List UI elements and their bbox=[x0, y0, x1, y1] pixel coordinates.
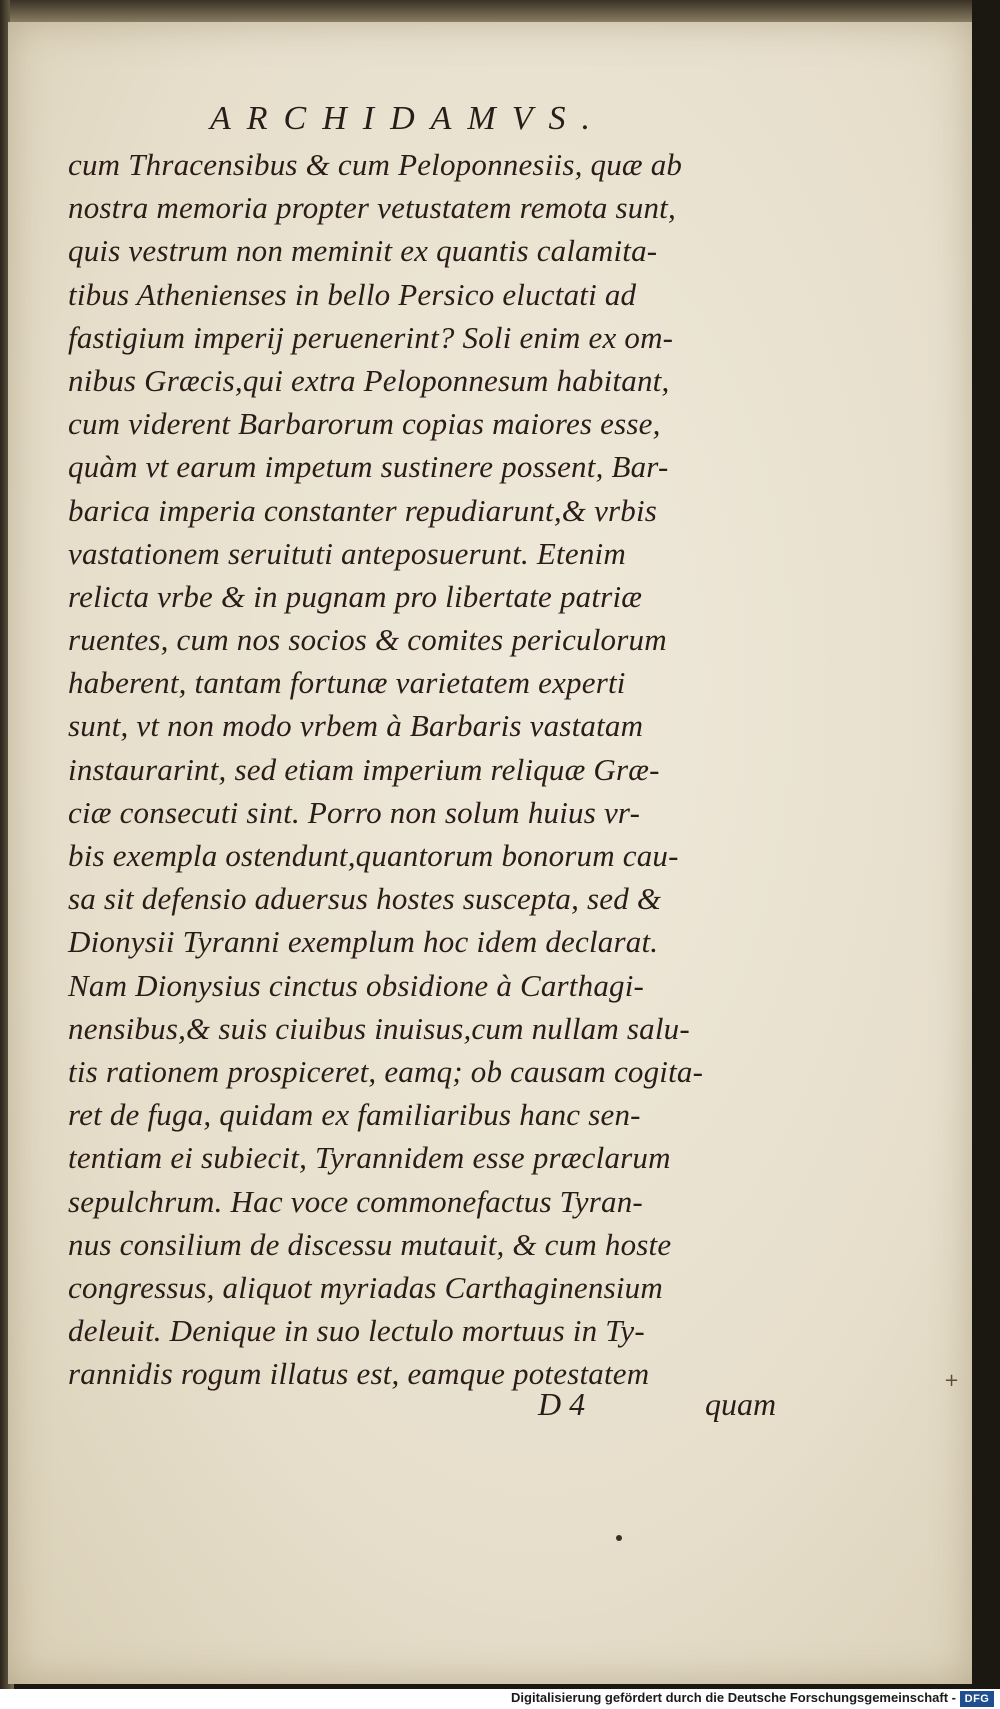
text-line: cum Thracensibus & cum Peloponnesiis, quæ ab bbox=[68, 147, 683, 182]
text-line: quàm vt earum impetum sustinere possent, Bar- bbox=[68, 449, 669, 485]
running-head: ARCHIDAMVS. bbox=[210, 100, 607, 137]
scan-top-edge bbox=[10, 0, 972, 24]
text-line: nibus Græcis,qui extra Peloponnesum habitant, bbox=[68, 362, 670, 398]
text-line: Nam Dionysius cinctus obsidione à Carthagi- bbox=[68, 967, 645, 1003]
text-line: barica imperia constanter repudiarunt,& vrbis bbox=[68, 492, 658, 528]
text-line: ruentes, cum nos socios & comites periculorum bbox=[68, 622, 667, 658]
margin-mark: + bbox=[944, 1370, 960, 1391]
text-line: cum viderent Barbarorum copias maiores esse, bbox=[68, 406, 661, 442]
catchword: quam bbox=[705, 1386, 777, 1422]
text-line: tis rationem prospiceret, eamq; ob causam cogita- bbox=[68, 1053, 704, 1089]
footer-credit: Digitalisierung gefördert durch die Deutsche Forschungsgemeinschaft - bbox=[511, 1690, 956, 1705]
text-line: quis vestrum non meminit ex quantis calamita- bbox=[68, 233, 658, 269]
text-line: deleuit. Denique in suo lectulo mortuus in Ty- bbox=[68, 1313, 645, 1349]
text-line: instaurarint, sed etiam imperium reliquæ Græ- bbox=[68, 751, 660, 787]
text-line: sunt, vt non modo vrbem à Barbaris vastatam bbox=[68, 708, 644, 744]
text-line: Dionysii Tyranni exemplum hoc idem declarat. bbox=[68, 924, 659, 960]
text-line: bis exempla ostendunt,quantorum bonorum cau- bbox=[68, 838, 679, 873]
text-line: sepulchrum. Hac voce commonefactus Tyran- bbox=[68, 1183, 643, 1219]
body-text bbox=[68, 143, 788, 1395]
text-line: rannidis rogum illatus est, eamque potestatem bbox=[68, 1356, 650, 1392]
text-line: sa sit defensio aduersus hostes suscepta, sed & bbox=[68, 881, 662, 917]
text-line: nostra memoria propter vetustatem remota sunt, bbox=[68, 190, 676, 226]
text-line: tentiam ei subiecit, Tyrannidem esse præclarum bbox=[68, 1140, 671, 1176]
ink-speck bbox=[616, 1535, 622, 1541]
text-line: relicta vrbe & in pugnam pro libertate patriæ bbox=[68, 578, 643, 614]
text-line: vastationem seruituti anteposuerunt. Etenim bbox=[68, 535, 626, 571]
text-line: ret de fuga, quidam ex familiaribus hanc sen- bbox=[68, 1097, 641, 1133]
dfg-logo: DFG bbox=[960, 1691, 994, 1707]
text-line: ciæ consecuti sint. Porro non solum huius vr- bbox=[68, 794, 641, 830]
text-line: fastigium imperij peruenerint? Soli enim ex om- bbox=[68, 319, 674, 355]
signature-mark: D 4 bbox=[538, 1386, 586, 1422]
text-line: nus consilium de discessu mutauit, & cum hoste bbox=[68, 1226, 672, 1262]
text-line: tibus Athenienses in bello Persico eluctati ad bbox=[68, 276, 637, 312]
text-line: nensibus,& suis ciuibus inuisus,cum nullam salu- bbox=[68, 1010, 690, 1046]
text-line: congressus, aliquot myriadas Carthaginensium bbox=[68, 1269, 663, 1305]
text-line: haberent, tantam fortunæ varietatem experti bbox=[68, 665, 626, 701]
